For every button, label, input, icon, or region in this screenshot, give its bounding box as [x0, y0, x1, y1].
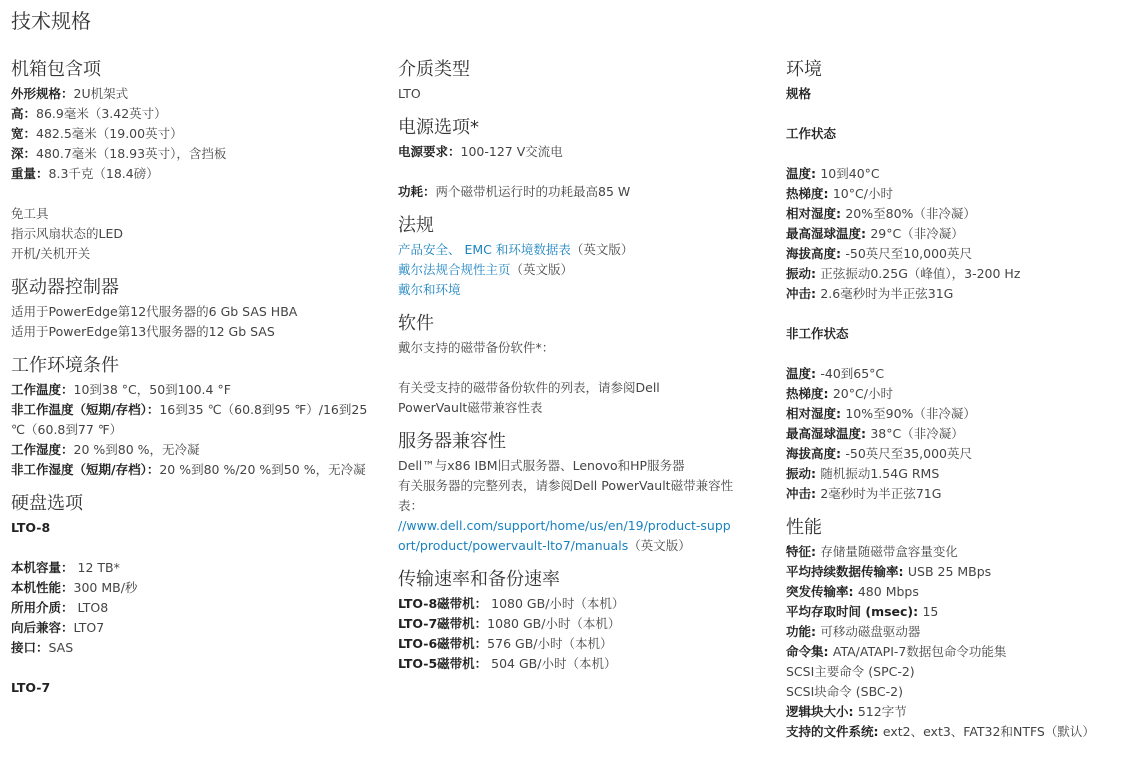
section-title-transfer-rate: 传输速率和备份速率	[398, 569, 560, 590]
spec-row: LTO-7磁带机：1080 GB/小时（本机）	[398, 616, 621, 631]
column-middle	[398, 58, 763, 674]
spec-row: 冲击: 2.6毫秒时为半正弦31G	[786, 286, 954, 301]
column-right	[786, 58, 1136, 742]
spec-row: 本机性能：300 MB/秒	[11, 580, 138, 595]
spec-row: LTO-6磁带机：576 GB/小时（本机）	[398, 636, 613, 651]
controller-item: 适用于PowerEdge第13代服务器的12 Gb SAS	[11, 324, 275, 339]
section-title-media-type: 介质类型	[398, 59, 470, 80]
software-line: 戴尔支持的磁带备份软件*：	[398, 340, 555, 355]
spec-row: 平均存取时间 (msec): 15	[786, 604, 939, 619]
feature-item: 开机/关机开关	[11, 246, 91, 261]
section-title-software: 软件	[398, 313, 434, 334]
page-title: 技术规格	[11, 9, 91, 33]
spec-row: 工作湿度：20 %到80 %，无冷凝	[11, 442, 200, 457]
spec-row: 热梯度: 20°C/小时	[786, 386, 893, 401]
section-title-server-compat: 服务器兼容性	[398, 431, 506, 452]
spec-row: 逻辑块大小: 512字节	[786, 704, 907, 719]
spec-row: 热梯度: 10°C/小时	[786, 186, 893, 201]
spec-row: 冲击: 2毫秒时为半正弦71G	[786, 486, 942, 501]
spec-row: SCSI块命令 (SBC-2)	[786, 684, 903, 699]
section-title-environment: 环境	[786, 59, 822, 80]
feature-item: 免工具	[11, 206, 49, 221]
controller-item: 适用于PowerEdge第12代服务器的6 Gb SAS HBA	[11, 304, 298, 319]
spec-row: 命令集: ATA/ATAPI-7数据包命令功能集	[786, 644, 1007, 659]
link-compat-manuals[interactable]: //www.dell.com/support/home/us/en/19/product-support/product/powervault-lto7/manuals	[398, 518, 731, 553]
column-left	[11, 58, 383, 698]
operating-label: 工作状态	[786, 126, 837, 141]
spec-row: 高：86.9毫米（3.42英寸）	[11, 106, 167, 121]
spec-row: 非工作温度（短期/存档）：16到35 ℃（60.8到95 ℉）/16到25 ℃（60.8到77 ℉）	[11, 402, 368, 437]
link-safety-emc-datasheet[interactable]: 产品安全、 EMC 和环境数据表	[398, 242, 571, 257]
spec-row: 相对湿度: 20%至80%（非冷凝）	[786, 206, 976, 221]
nonoperating-label: 非工作状态	[786, 326, 849, 341]
section-title-chassis: 机箱包含项	[11, 59, 101, 80]
spec-row: 工作温度：10到38 °C，50到100.4 °F	[11, 382, 231, 397]
spec-row: 外形规格：2U机架式	[11, 86, 129, 101]
spec-row: 最高湿球温度: 29°C（非冷凝）	[786, 226, 964, 241]
section-title-drive-controller: 驱动器控制器	[11, 277, 119, 298]
spec-row: 海拔高度: -50英尺至35,000英尺	[786, 446, 973, 461]
feature-item: 指示风扇状态的LED	[11, 226, 123, 241]
section-title-operating-env: 工作环境条件	[11, 355, 119, 376]
section-title-regulatory: 法规	[398, 215, 434, 236]
spec-label: 规格	[786, 86, 812, 101]
lto7-label: LTO-7	[11, 680, 51, 695]
spec-row: 功能: 可移动磁盘驱动器	[786, 624, 921, 639]
spec-row: 所用介质： LTO8	[11, 600, 109, 615]
spec-row: 最高湿球温度: 38°C（非冷凝）	[786, 426, 964, 441]
spec-row: 功耗：两个磁带机运行时的功耗最高85 W	[398, 184, 631, 199]
spec-row: 支持的文件系统: ext2、ext3、FAT32和NTFS（默认）	[786, 724, 1095, 739]
spec-row: 温度: 10到40°C	[786, 166, 880, 181]
spec-row: 向后兼容：LTO7	[11, 620, 105, 635]
spec-row: 海拔高度: -50英尺至10,000英尺	[786, 246, 973, 261]
spec-row: 相对湿度: 10%至90%（非冷凝）	[786, 406, 976, 421]
spec-row: 温度: -40到65°C	[786, 366, 885, 381]
spec-row: 振动: 正弦振动0.25G（峰值），3-200 Hz	[786, 266, 1021, 281]
spec-row: 特征: 存储量随磁带盒容量变化	[786, 544, 958, 559]
spec-row: 接口：SAS	[11, 640, 74, 655]
spec-row: LTO-5磁带机： 504 GB/小时（本机）	[398, 656, 617, 671]
spec-row: LTO-8磁带机： 1080 GB/小时（本机）	[398, 596, 625, 611]
section-title-disk-options: 硬盘选项	[11, 493, 83, 514]
software-line: 有关受支持的磁带备份软件的列表，请参阅Dell PowerVault磁带兼容性表	[398, 380, 660, 415]
server-compat-line: Dell™与x86 IBM旧式服务器、Lenovo和HP服务器	[398, 458, 685, 473]
regulatory-line	[398, 280, 763, 300]
section-title-power: 电源选项*	[398, 117, 479, 138]
section-title-performance: 性能	[786, 517, 822, 538]
spec-row: 非工作湿度（短期/存档）：20 %到80 %/20 %到50 %，无冷凝	[11, 462, 366, 477]
spec-row: 本机容量： 12 TB*	[11, 560, 120, 575]
spec-row: 宽：482.5毫米（19.00英寸）	[11, 126, 183, 141]
spec-row: 深：480.7毫米（18.93英寸），含挡板	[11, 146, 227, 161]
spec-row: 电源要求：100-127 V交流电	[398, 144, 563, 159]
server-compat-link-line: //www.dell.com/support/home/us/en/19/product-support/product/powervault-lto7/manuals（英文版）	[398, 518, 731, 553]
spec-row: 重量：8.3千克（18.4磅）	[11, 166, 159, 181]
lto8-label: LTO-8	[11, 520, 51, 535]
regulatory-line: 产品安全、 EMC 和环境数据表（英文版）	[398, 242, 634, 257]
link-dell-environment[interactable]: 戴尔和环境	[398, 282, 461, 297]
spec-row: SCSI主要命令 (SPC-2)	[786, 664, 915, 679]
spec-row: 突发传输率: 480 Mbps	[786, 584, 919, 599]
server-compat-line: 有关服务器的完整列表，请参阅Dell PowerVault磁带兼容性表：	[398, 478, 734, 513]
link-regulatory-home[interactable]: 戴尔法规合规性主页	[398, 262, 511, 277]
regulatory-line: 戴尔法规合规性主页（英文版）	[398, 262, 574, 277]
spec-row: 振动: 随机振动1.54G RMS	[786, 466, 940, 481]
spec-row: 平均持续数据传输率: USB 25 MBps	[786, 564, 992, 579]
media-type-value: LTO	[398, 86, 421, 101]
